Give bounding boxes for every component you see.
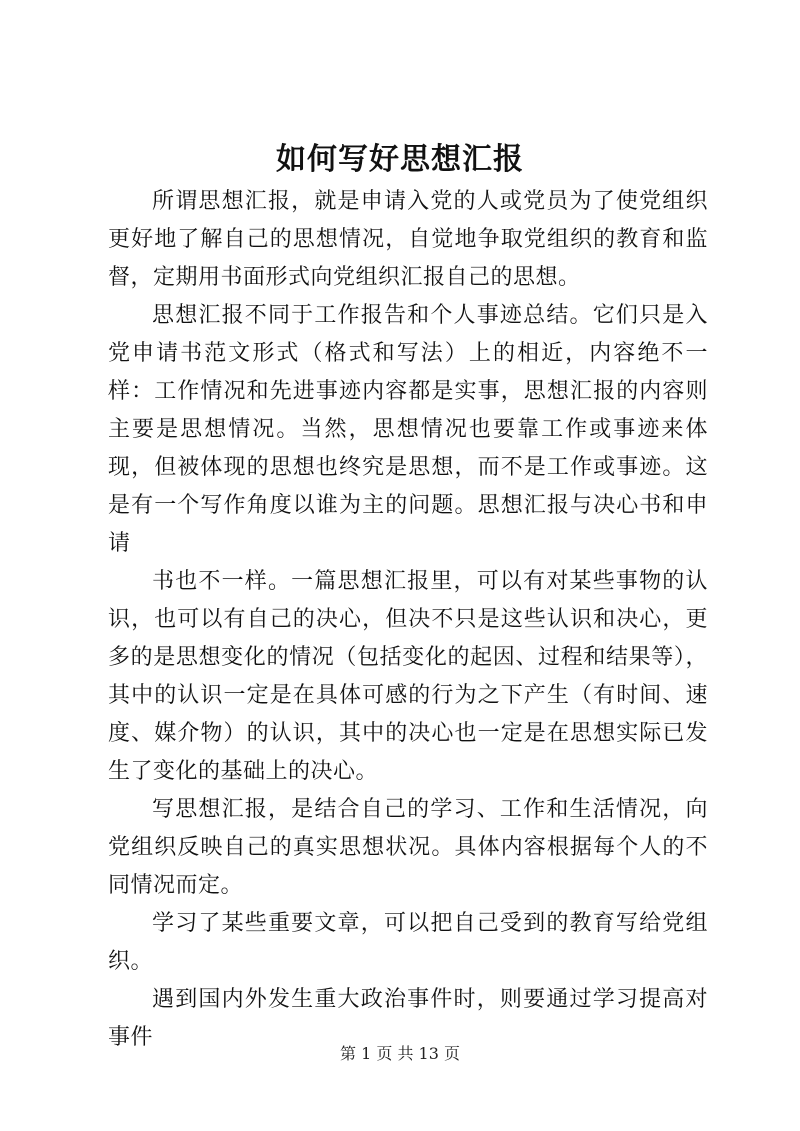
paragraph-5: 学习了某些重要文章，可以把自己受到的教育写给党组织。 [108, 911, 708, 974]
paragraph-2: 思想汇报不同于工作报告和个人事迹总结。它们只是入党申请书范文形式（格式和写法）上的相近，内容绝不一样：工作情况和先进事迹内容都是实事，思想汇报的内容则主要是思想情况。当然，思想情况也要靠工作或事迹来体现，但被体现的思想也终究是思想，而不是工作或事迹。这是有一个写作角度以谁为主的问题。思想汇报与决心书和申请 [108, 303, 708, 556]
paragraph-4: 写思想汇报，是结合自己的学习、工作和生活情况，向党组织反映自己的真实思想状况。具体内容根据每个人的不同情况而定。 [108, 797, 708, 898]
paragraph-3: 书也不一样。一篇思想汇报里，可以有对某些事物的认识，也可以有自己的决心，但决不只是这些认识和决心，更多的是思想变化的情况（包括变化的起因、过程和结果等），其中的认识一定是在具体可感的行为之下产生（有时间、速度、媒介物）的认识，其中的决心也一定是在思想实际已发生了变化的基础上的决心。 [108, 569, 708, 784]
document-body [108, 183, 708, 1057]
page-footer: 第 1 页 共 13 页 [340, 1044, 460, 1063]
document-title: 如何写好思想汇报 [276, 142, 524, 177]
paragraph-6: 遇到国内外发生重大政治事件时，则要通过学习提高对事件 [108, 987, 708, 1050]
paragraph-1: 所谓思想汇报，就是申请入党的人或党员为了使党组织更好地了解自己的思想情况，自觉地争取党组织的教育和监督，定期用书面形式向党组织汇报自己的思想。 [108, 189, 708, 290]
